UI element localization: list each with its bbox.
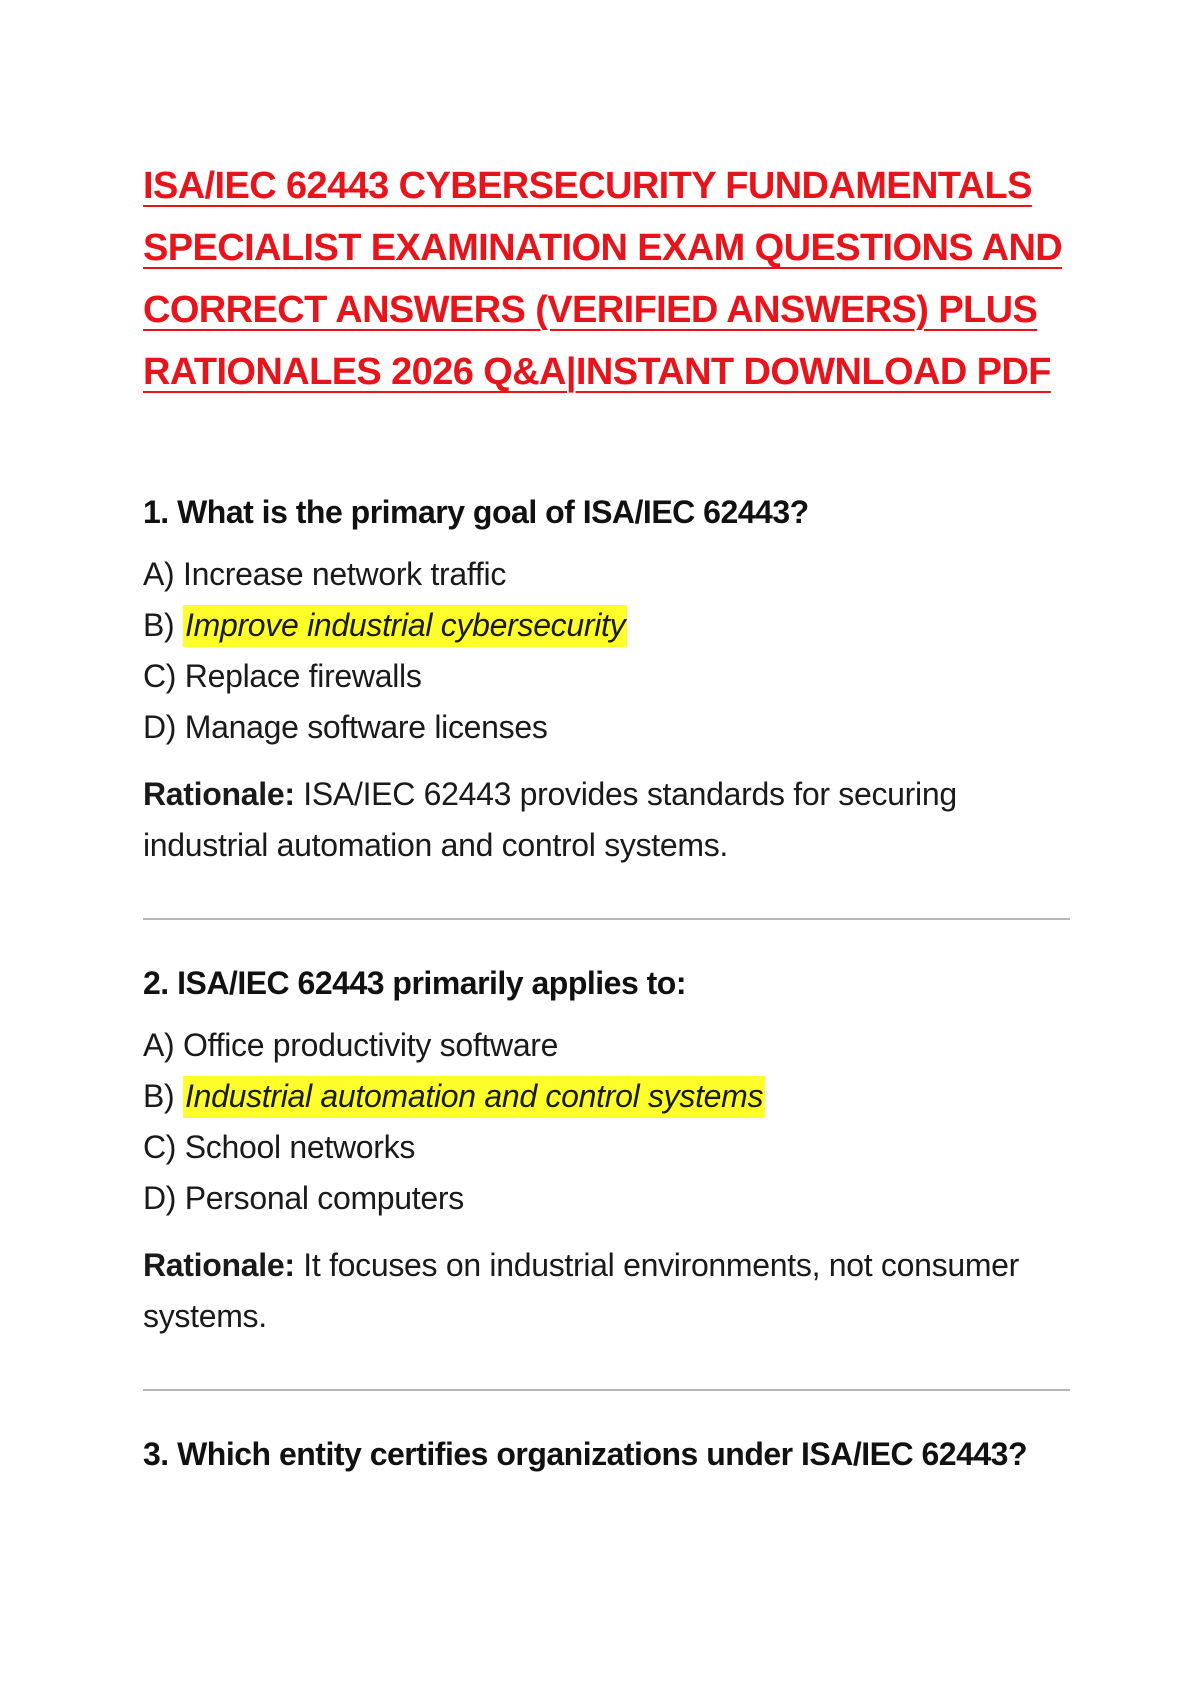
option-b — [143, 600, 1068, 651]
option-letter: A) — [143, 556, 175, 592]
rationale — [143, 1240, 1068, 1342]
answer-options — [143, 549, 1068, 753]
option-d — [143, 1173, 1068, 1224]
question-heading: 3. Which entity certifies organizations under ISA/IEC 62443? — [143, 1436, 1027, 1472]
option-letter: A) — [143, 1027, 175, 1063]
correct-answer-highlight: Improve industrial cybersecurity — [183, 605, 627, 647]
option-text: Increase network traffic — [183, 556, 507, 592]
option-letter: C) — [143, 1129, 177, 1165]
option-letter: D) — [143, 1180, 177, 1216]
option-letter: C) — [143, 658, 177, 694]
option-text: Manage software licenses — [184, 709, 548, 745]
title-line: RATIONALES 2026 Q&A|INSTANT DOWNLOAD PDF — [143, 351, 1051, 393]
option-letter: B) — [143, 607, 175, 643]
option-text: Personal computers — [184, 1180, 464, 1216]
option-c — [143, 651, 1068, 702]
document-title — [143, 155, 1068, 403]
title-line: ISA/IEC 62443 CYBERSECURITY FUNDAMENTALS — [143, 165, 1032, 207]
option-c — [143, 1122, 1068, 1173]
option-letter: B) — [143, 1078, 175, 1114]
title-line: CORRECT ANSWERS (VERIFIED ANSWERS) PLUS — [143, 289, 1038, 331]
option-a — [143, 549, 1068, 600]
option-a — [143, 1020, 1068, 1071]
question-heading: 1. What is the primary goal of ISA/IEC 62443? — [143, 494, 809, 530]
rationale-text: ISA/IEC 62443 provides standards for securing industrial automation and control systems. — [143, 776, 957, 863]
option-text: Office productivity software — [183, 1027, 559, 1063]
correct-answer-highlight: Industrial automation and control systems — [183, 1076, 765, 1118]
answer-options — [143, 1020, 1068, 1224]
title-line: SPECIALIST EXAMINATION EXAM QUESTIONS AND — [143, 227, 1063, 269]
option-b — [143, 1071, 1068, 1122]
question-heading: 2. ISA/IEC 62443 primarily applies to: — [143, 965, 686, 1001]
option-text: School networks — [184, 1129, 416, 1165]
question-2 — [143, 962, 1068, 1342]
question-1 — [143, 491, 1068, 871]
section-divider — [143, 1389, 1070, 1391]
option-d — [143, 702, 1068, 753]
option-text: Replace firewalls — [184, 658, 422, 694]
rationale-text: It focuses on industrial environments, not consumer systems. — [143, 1247, 1020, 1334]
section-divider — [143, 918, 1070, 920]
rationale-label: Rationale: — [143, 776, 295, 812]
question-3 — [143, 1433, 1068, 1475]
option-letter: D) — [143, 709, 177, 745]
rationale — [143, 769, 1068, 871]
rationale-label: Rationale: — [143, 1247, 295, 1283]
